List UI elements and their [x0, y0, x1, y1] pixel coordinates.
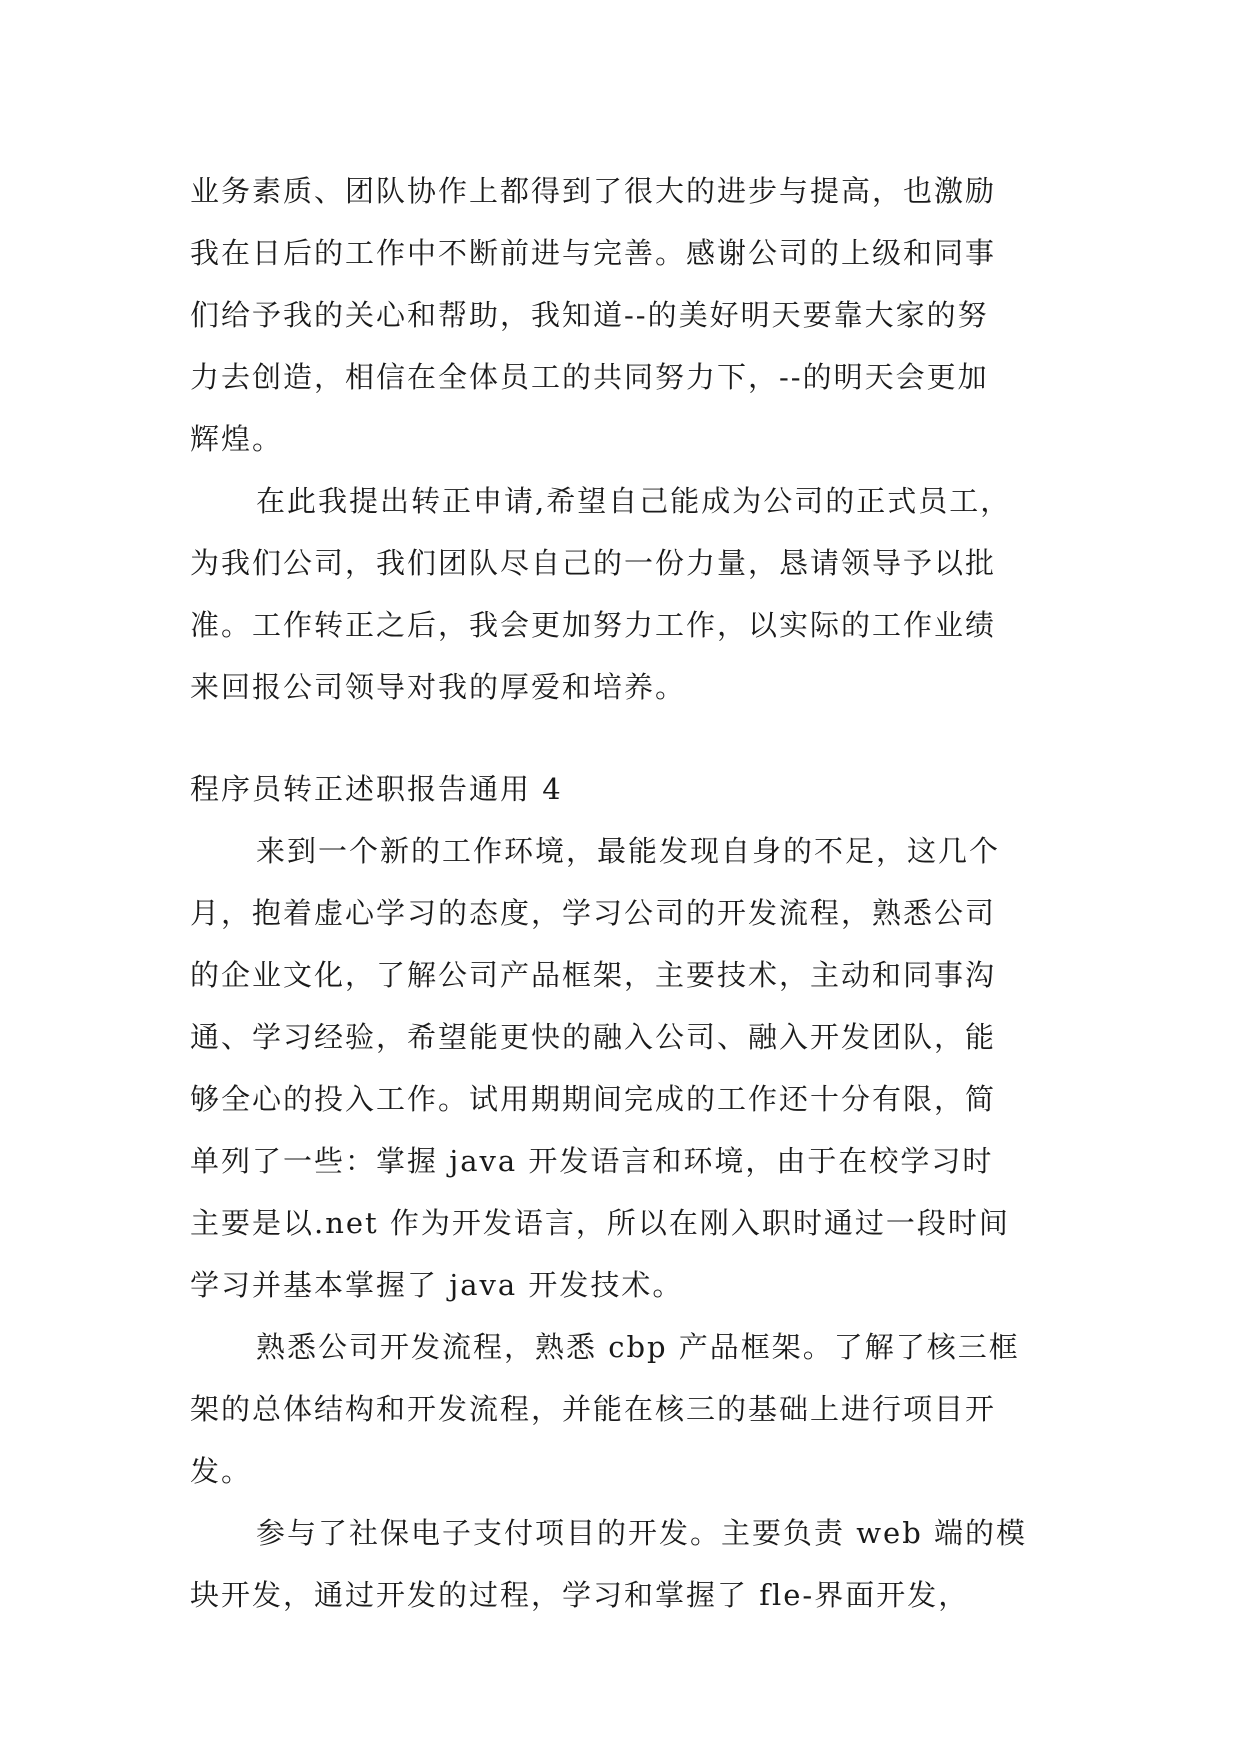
document-body	[190, 160, 1050, 1626]
text-line: 我在日后的工作中不断前进与完善。感谢公司的上级和同事	[190, 236, 997, 270]
section-heading: 程序员转正述职报告通用 4	[190, 772, 563, 806]
paragraph-1	[190, 160, 1050, 470]
text-line: 辉煌。	[190, 422, 284, 456]
text-line: 熟悉公司开发流程，熟悉 cbp 产品框架。了解了核三框	[256, 1330, 1020, 1364]
text-line: 在此我提出转正申请,希望自己能成为公司的正式员工，	[256, 484, 1012, 518]
text-line: 主要是以.net 作为开发语言，所以在刚入职时通过一段时间	[190, 1206, 1010, 1240]
text-line: 来回报公司领导对我的厚爱和培养。	[190, 670, 687, 704]
text-line: 来到一个新的工作环境，最能发现自身的不足，这几个	[256, 834, 1001, 868]
paragraph-4	[190, 1316, 1050, 1502]
text-line: 们给予我的关心和帮助，我知道--的美好明天要靠大家的努	[190, 298, 989, 332]
text-line: 参与了社保电子支付项目的开发。主要负责 web 端的模	[256, 1516, 1027, 1550]
text-line: 通、学习经验，希望能更快的融入公司、融入开发团队，能	[190, 1020, 997, 1054]
text-line: 力去创造，相信在全体员工的共同努力下，--的明天会更加	[190, 360, 989, 394]
paragraph-3	[190, 820, 1050, 1316]
text-line: 够全心的投入工作。试用期期间完成的工作还十分有限，简	[190, 1082, 997, 1116]
text-line: 架的总体结构和开发流程，并能在核三的基础上进行项目开	[190, 1392, 997, 1426]
text-line: 的企业文化，了解公司产品框架，主要技术，主动和同事沟	[190, 958, 997, 992]
text-line: 学习并基本掌握了 java 开发技术。	[190, 1268, 684, 1302]
section-gap	[190, 718, 1050, 758]
text-line: 业务素质、团队协作上都得到了很大的进步与提高，也激励	[190, 174, 997, 208]
paragraph-5	[190, 1502, 1050, 1626]
paragraph-2	[190, 470, 1050, 718]
text-line: 月，抱着虚心学习的态度，学习公司的开发流程，熟悉公司	[190, 896, 997, 930]
text-line: 发。	[190, 1454, 253, 1488]
text-line: 准。工作转正之后，我会更加努力工作，以实际的工作业绩	[190, 608, 997, 642]
text-line: 块开发，通过开发的过程，学习和掌握了 fle-界面开发，	[190, 1578, 970, 1612]
text-line: 为我们公司，我们团队尽自己的一份力量，恳请领导予以批	[190, 546, 997, 580]
text-line: 单列了一些：掌握 java 开发语言和环境，由于在校学习时	[190, 1144, 994, 1178]
